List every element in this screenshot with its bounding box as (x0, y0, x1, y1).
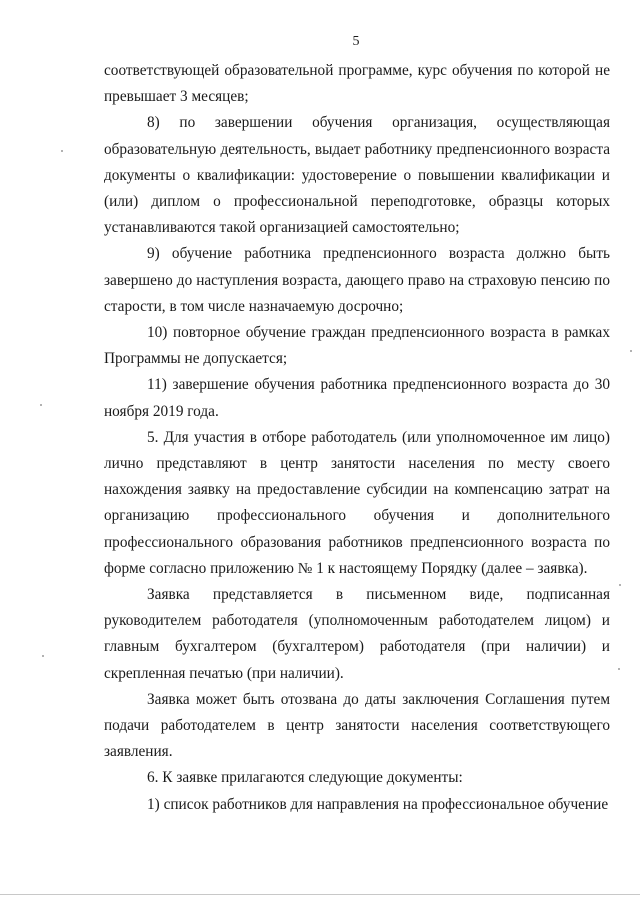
paragraph-continuation: соответствующей образовательной программе, курс обучения по которой не превышает 3 месяцев; (104, 62, 610, 106)
paragraph-list-item-1: 1) список работников для направления на профессиональное обучение (147, 795, 609, 813)
scan-speck (630, 350, 632, 352)
paragraph-item-11: 11) завершение обучения работника предпенсионного возраста до 30 ноября 2019 года. (104, 376, 610, 420)
paragraph-section-5: 5. Для участия в отборе работодатель (или уполномоченное им лицо) лично представляют в центр занятости населения по месту своего нахождения заявку на предоставление субсидии на компенсацию затрат на организацию профессионального обучения и дополнительного профессионального образования работников предпенсионного возраста по форме согласно приложению № 1 к настоящему Порядку (далее – заявка). (104, 428, 610, 577)
scan-speck (618, 668, 620, 670)
document-body (104, 58, 610, 818)
paragraph-section-6: 6. К заявке прилагаются следующие документы: (147, 769, 463, 787)
scan-speck (40, 404, 42, 406)
paragraph-application-withdrawal: Заявка может быть отозвана до даты заключения Соглашения путем подачи работодателем в центр занятости населения соответствующего заявления. (104, 690, 610, 761)
scan-speck (619, 584, 621, 586)
scan-edge-line (0, 894, 640, 895)
scan-speck (61, 150, 63, 152)
paragraph-item-9: 9) обучение работника предпенсионного возраста должно быть завершено до наступления возраста, дающего право на страховую пенсию по старости, в том числе назначаемую досрочно; (104, 245, 610, 315)
page-number: 5 (352, 34, 360, 49)
paragraph-item-10: 10) повторное обучение граждан предпенсионного возраста в рамках Программы не допускается; (104, 324, 610, 368)
scan-speck (42, 655, 44, 657)
paragraph-application-form: Заявка представляется в письменном виде, подписанная руководителем работодателя (уполномоченным работодателем лицом) и главным бухгалтером (бухгалтером) работодателя (при наличии) и скрепленная печатью (при наличии). (104, 586, 610, 682)
paragraph-item-8: 8) по завершении обучения организация, осуществляющая образовательную деятельность, выдает работнику предпенсионного возраста документы о квалификации: удостоверение о повышении квалификации и (или) диплом о профессиональной переподготовке, образцы которых устанавливаются такой организацией самостоятельно; (104, 114, 610, 237)
